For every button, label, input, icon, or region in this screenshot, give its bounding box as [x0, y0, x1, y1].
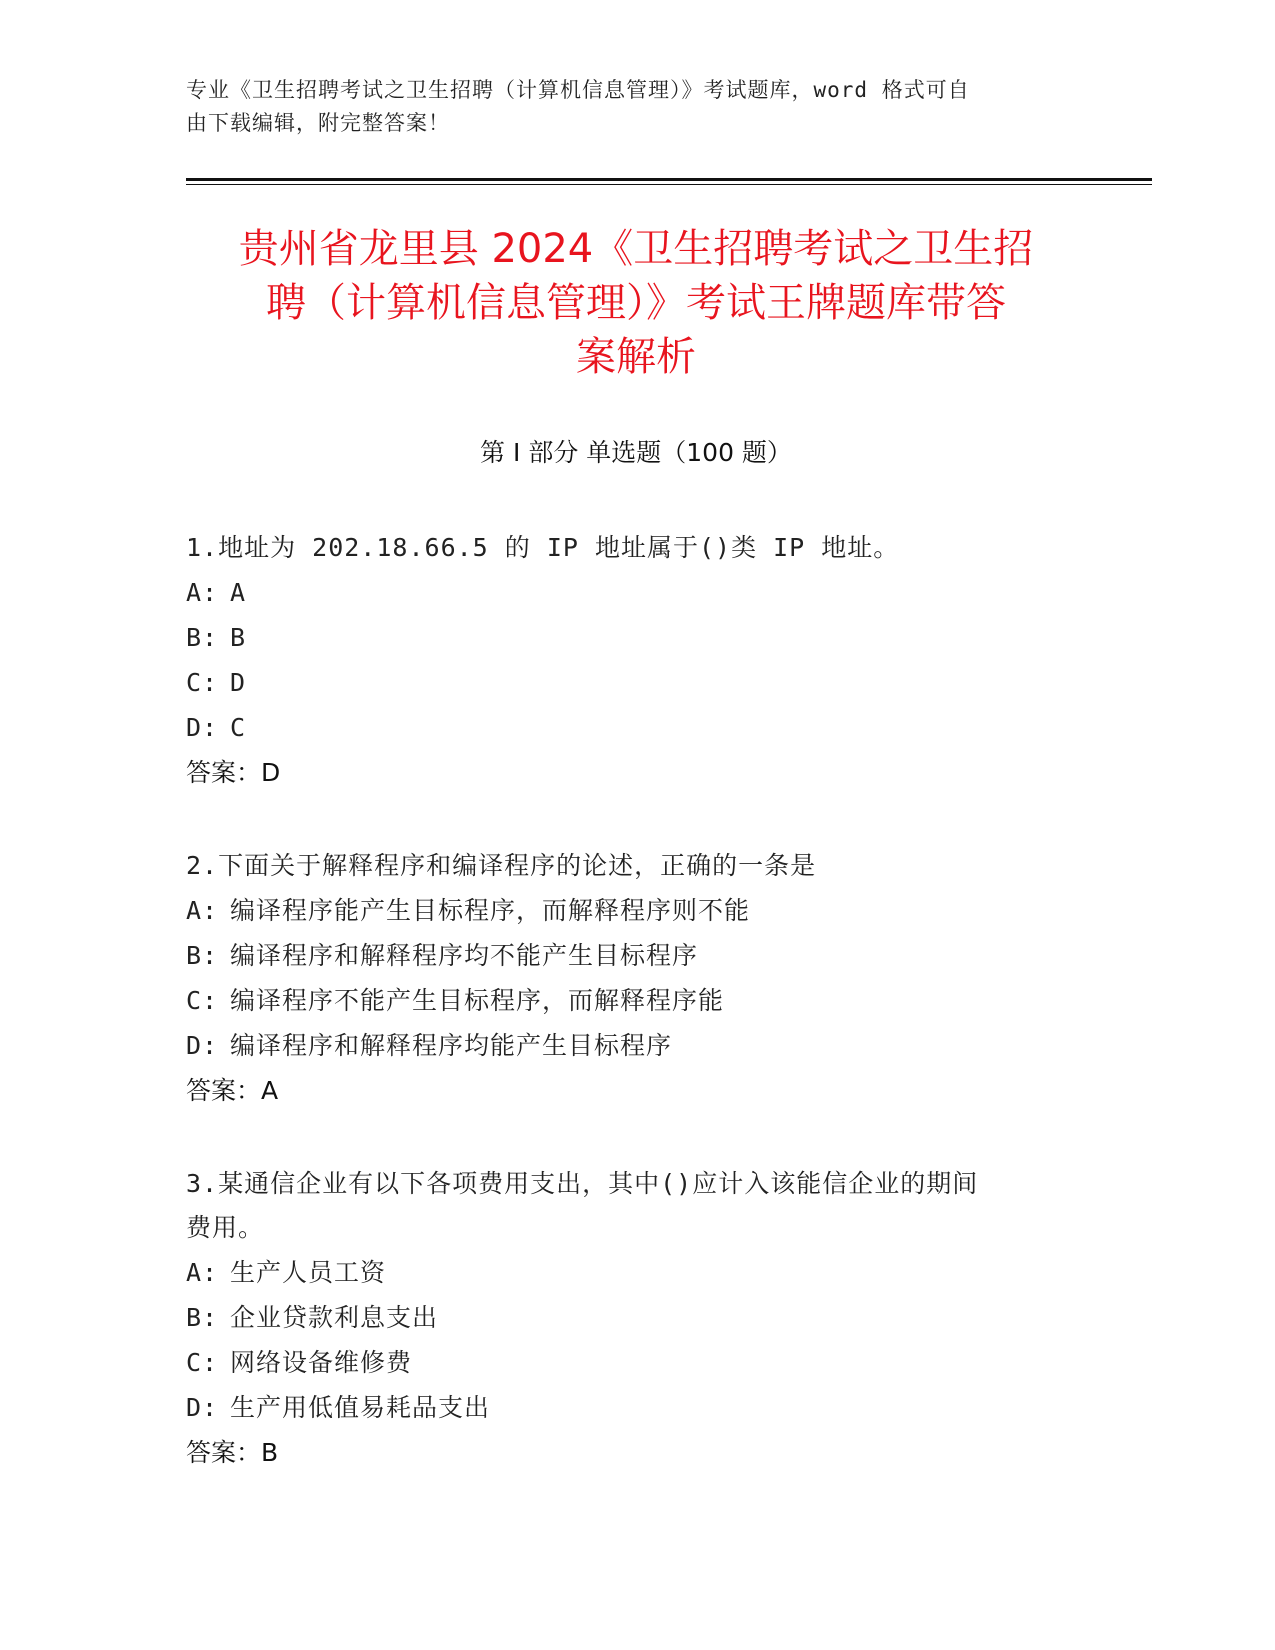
option-key: D: [186, 1393, 219, 1422]
option-key: B: [186, 623, 219, 652]
option-text: 编译程序和解释程序均能产生目标程序 [230, 1031, 673, 1060]
question-item [186, 526, 1066, 796]
option-text: C [230, 713, 247, 742]
header-rule-thick [186, 178, 1152, 181]
option-text: A [230, 578, 247, 607]
option-key: A: [186, 896, 219, 925]
option-key: A: [186, 578, 219, 607]
header-note-line: 专业《卫生招聘考试之卫生招聘（计算机信息管理）》考试题库，word 格式可自 [186, 78, 970, 102]
option-key: B: [186, 941, 219, 970]
option-key: A: [186, 1258, 219, 1287]
option-text: D [230, 668, 247, 697]
question-option [186, 888, 1066, 933]
option-text: B [230, 623, 247, 652]
option-text: 生产用低值易耗品支出 [230, 1393, 491, 1422]
option-key: B: [186, 1303, 219, 1332]
question-option [186, 705, 1066, 750]
header-note [186, 74, 1066, 140]
question-answer: 答案：B [186, 1438, 279, 1467]
section-heading: 第 I 部分 单选题（100 题） [480, 438, 792, 467]
question-option [186, 1295, 1066, 1340]
question-answer: 答案：D [186, 758, 281, 787]
document-title-line: 聘（计算机信息管理）》考试王牌题库带答 [266, 280, 1006, 326]
question-option [186, 933, 1066, 978]
document-title [186, 222, 1086, 384]
option-text: 生产人员工资 [230, 1258, 387, 1287]
document-title-line: 案解析 [576, 334, 696, 380]
question-item [186, 1162, 1066, 1476]
question-option [186, 615, 1066, 660]
option-text: 编译程序能产生目标程序，而解释程序则不能 [230, 896, 751, 925]
question-stem: 费用。 [186, 1213, 265, 1242]
option-text: 企业贷款利息支出 [230, 1303, 439, 1332]
option-key: C: [186, 1348, 219, 1377]
question-option [186, 660, 1066, 705]
question-answer: 答案：A [186, 1076, 279, 1105]
question-option [186, 1385, 1066, 1430]
option-key: D: [186, 1031, 219, 1060]
question-stem: 3.某通信企业有以下各项费用支出，其中()应计入该能信企业的期间 [186, 1169, 979, 1198]
option-text: 编译程序不能产生目标程序，而解释程序能 [230, 986, 725, 1015]
document-title-line: 贵州省龙里县 2024《卫生招聘考试之卫生招 [238, 226, 1034, 272]
question-option [186, 978, 1066, 1023]
question-stem: 2.下面关于解释程序和编译程序的论述，正确的一条是 [186, 851, 817, 880]
option-key: C: [186, 986, 219, 1015]
question-stem: 1.地址为 202.18.66.5 的 IP 地址属于()类 IP 地址。 [186, 533, 900, 562]
header-note-line: 由下载编辑，附完整答案！ [186, 111, 450, 135]
option-text: 编译程序和解释程序均不能产生目标程序 [230, 941, 699, 970]
option-key: D: [186, 713, 219, 742]
question-option [186, 1250, 1066, 1295]
header-rule-thin [186, 184, 1152, 185]
option-key: C: [186, 668, 219, 697]
question-option [186, 1340, 1066, 1385]
question-item [186, 844, 1066, 1114]
option-text: 网络设备维修费 [230, 1348, 413, 1377]
question-option [186, 1023, 1066, 1068]
question-option [186, 570, 1066, 615]
